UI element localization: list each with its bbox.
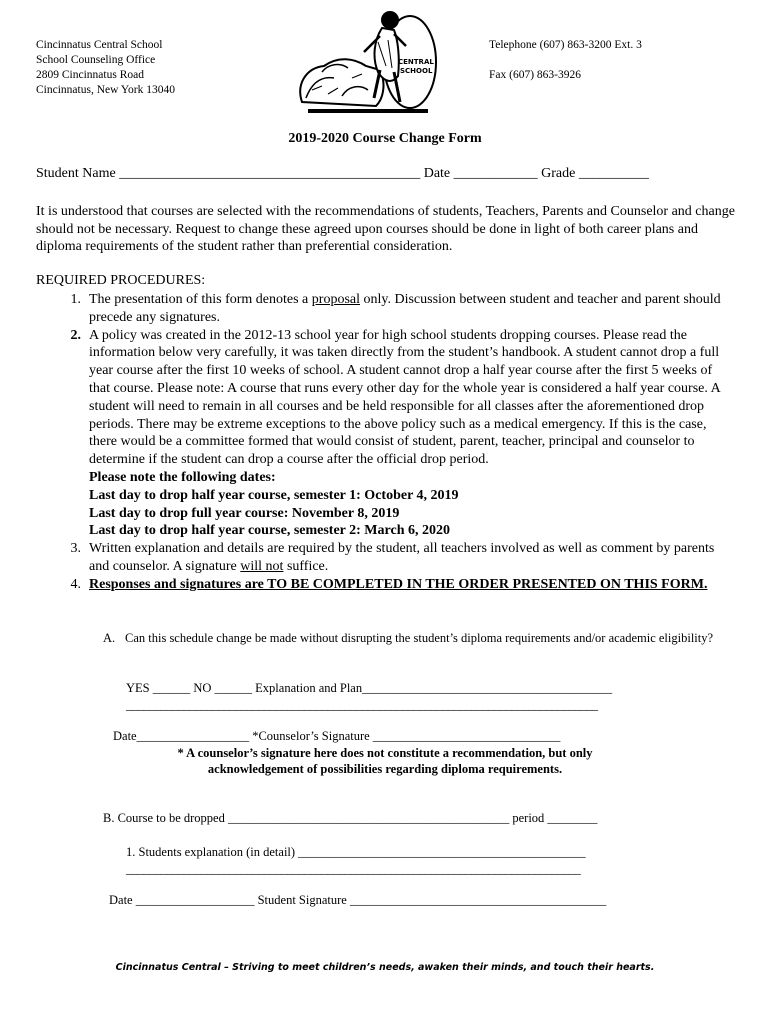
will-not-underlined: will not [240, 558, 284, 574]
counselor-note-line: * A counselor’s signature here does not constitute a recommendation, but only [177, 746, 593, 760]
course-dropped-field[interactable]: B. Course to be dropped _____________________________________________ period ________ [103, 811, 598, 825]
school-address [36, 38, 175, 98]
section-a-text: Can this schedule change be made without disrupting the student’s diploma requirements and/or academic eligibility? [125, 631, 714, 645]
counselor-note [0, 745, 770, 777]
procedure-item [36, 540, 736, 576]
procedure-item [36, 327, 736, 541]
explanation-continuation-field[interactable]: __________________________________________________________________________________ [126, 698, 598, 712]
item-text: Responses and signatures are TO BE COMPLETED IN THE ORDER PRESENTED ON THIS FORM. [89, 576, 708, 592]
address-line: Cincinnatus Central School [36, 39, 163, 51]
logo-text-central: CENTRAL [398, 58, 434, 66]
student-info-line: Student Name ___________________________________________ Date ____________ Grade __________ [36, 166, 649, 181]
policy-text: A policy was created in the 2012-13 school year for high school students dropping courses. Please read the information below very carefully, it was taken directly from the student’s handbook. A student cannot drop a full year course after the first 10 weeks of school. A student cannot drop a half year course after the first 5 weeks of that course. Please note: A course that runs every other day for the whole year is considered a half year course. A student will need to remain in all courses and be held responsible for all classes after the aforementioned drop periods. There may be extreme exceptions to the above policy such as a medical emergency. If this is the case, there would be a committee formed that would consist of student, parent, teacher, principal and counselor to determine if the student can drop a course after the official drop period. [89, 327, 720, 468]
logo-text-school: SCHOOL [400, 67, 433, 75]
counselor-note-line: acknowledgement of possibilities regarding diploma requirements. [207, 762, 563, 776]
item-text [89, 540, 736, 576]
intro-paragraph: It is understood that courses are selected with the recommendations of students, Teachers, Parents and Counselor and change should not be necessary. Request to change these agreed upon courses should be done in light of both career plans and diploma requirements of the student rather than preferential consideration. [36, 204, 735, 254]
address-line: 2809 Cincinnatus Road [36, 69, 144, 81]
item-text [89, 327, 736, 541]
school-motto: Cincinnatus Central – Striving to meet children’s needs, awaken their minds, and touch their hearts. [115, 962, 655, 973]
address-line: Cincinnatus, New York 13040 [36, 84, 175, 96]
student-signature-field[interactable]: Date ___________________ Student Signature _________________________________________ [109, 893, 607, 907]
drop-date: Last day to drop half year course, semester 1: October 4, 2019 [89, 487, 459, 503]
dates-heading: Please note the following dates: [89, 469, 276, 485]
item-text [89, 291, 736, 327]
item-text-part: The presentation of this form denotes a [89, 292, 312, 307]
item-text-part: only. Discussion between student and teacher and parent should precede any signatures. [89, 292, 721, 325]
fax: Fax (607) 863-3926 [489, 69, 581, 81]
item-number: 1. [70, 292, 81, 307]
address-line: School Counseling Office [36, 54, 156, 66]
contact-info [489, 38, 642, 83]
student-explanation-field[interactable]: 1. Students explanation (in detail) ______________________________________________ [126, 845, 586, 859]
telephone: Telephone (607) 863-3200 Ext. 3 [489, 39, 642, 51]
item-number: 2. [70, 327, 81, 343]
drop-date: Last day to drop half year course, semester 2: March 6, 2020 [89, 523, 450, 539]
item-text-part: Written explanation and details are required by the student, all teachers involved as well as comment by parents and counselor. A signature [89, 541, 715, 574]
counselor-signature-field[interactable]: Date__________________ *Counselor’s Signature ______________________________ [113, 729, 561, 743]
procedures-list [36, 291, 736, 594]
procedure-item [36, 291, 736, 327]
section-a-question [103, 630, 723, 646]
item-number: 3. [70, 541, 81, 557]
procedures-heading: REQUIRED PROCEDURES: [36, 273, 206, 288]
proposal-underlined: proposal [311, 292, 360, 307]
school-logo [282, 6, 442, 118]
drop-date: Last day to drop full year course: November 8, 2019 [89, 505, 400, 521]
yes-no-explanation-field[interactable]: YES ______ NO ______ Explanation and Plan________________________________________ [126, 681, 613, 695]
procedure-item [36, 576, 736, 594]
item-number: 4. [70, 576, 81, 592]
student-explanation-continuation[interactable]: _______________________________________________________________________________ [126, 862, 581, 876]
item-text-part: suffice. [283, 558, 329, 574]
form-title: 2019-2020 Course Change Form [288, 131, 482, 146]
section-a-label: A. [103, 631, 116, 645]
